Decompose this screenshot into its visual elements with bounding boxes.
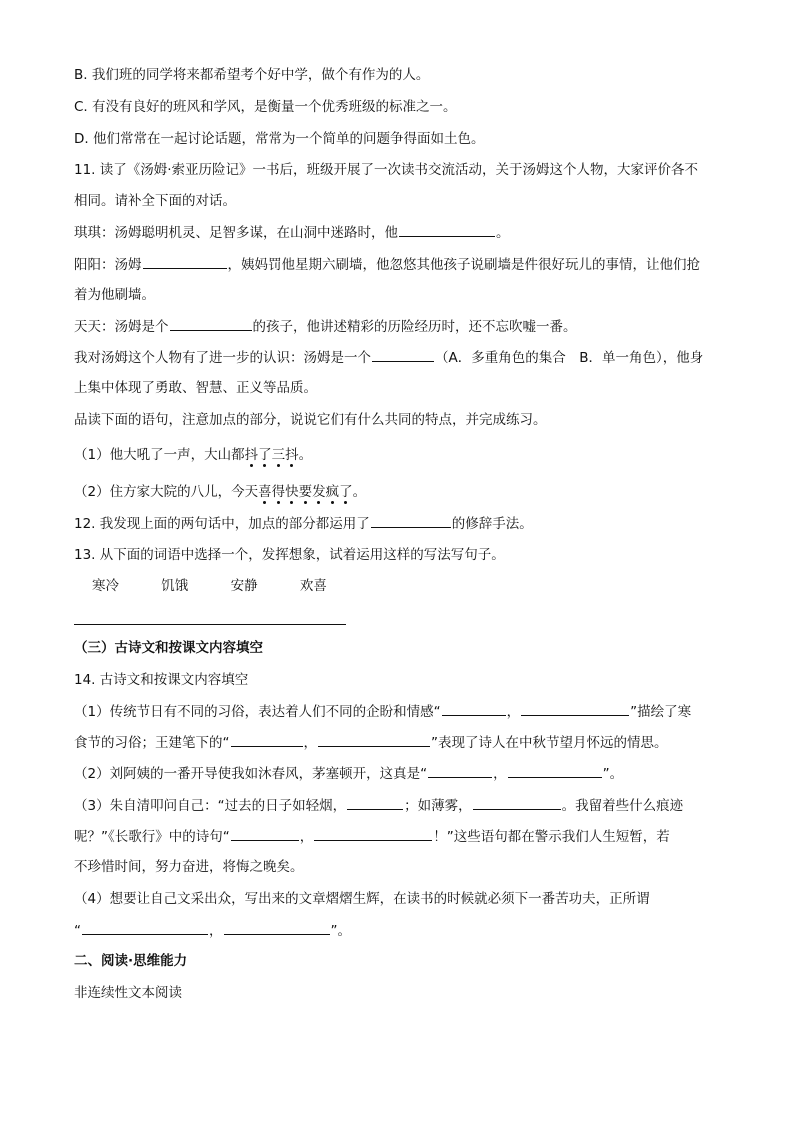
q11-me-options: （A．多重角色的集合 B．单一角色），他身 [435, 350, 704, 366]
q13-word-list [92, 576, 752, 596]
q11-blank-3[interactable] [170, 316, 252, 331]
q14-part-1-line2 [74, 732, 734, 753]
q11-juanjuan-text: 琪琪：汤姆聪明机灵、足智多谋，在山洞中迷路时，他 [74, 225, 398, 241]
q13-answer-line[interactable] [74, 624, 346, 625]
q11-me-text: 我对汤姆这个人物有了进一步的认识：汤姆是一个 [74, 350, 371, 366]
q14-p4-comma: ， [209, 923, 223, 939]
q14-p1-text: （1）传统节日有不同的习俗，表达着人们不同的企盼和情感“ [74, 704, 441, 720]
sentence-1-suffix: 。 [298, 447, 313, 463]
q12 [74, 513, 734, 534]
q11-blank-2[interactable] [143, 254, 227, 269]
emphasis-char: 三 [271, 447, 286, 463]
q14-p2-text: （2）刘阿姨的一番开导使我如沐春风，茅塞顿开，这真是“ [74, 766, 428, 782]
q11-tiantian [74, 316, 734, 337]
q14-blank-2[interactable] [521, 701, 629, 716]
q11-stem-line2: 相同。请补全下面的对话。 [74, 193, 236, 209]
q14-blank-10[interactable] [314, 826, 432, 841]
q14-p4-end: ”。 [330, 923, 351, 939]
q13-word-4: 欢喜 [299, 578, 327, 594]
sentence-1-dotted [245, 447, 299, 463]
q12-text: 12. 我发现上面的两句话中，加点的部分都运用了 [74, 516, 370, 532]
q11-blank-4[interactable] [372, 347, 434, 362]
part-2-subtitle: 非连续性文本阅读 [74, 985, 182, 1001]
q11-yangyang-text: 阳阳：汤姆 [74, 257, 142, 273]
emphasis-char: 疯 [325, 484, 340, 500]
q14-part-4-line2 [74, 920, 734, 941]
emphasis-char: 了 [339, 484, 353, 500]
q14-p3-end2: ！”这些语句都在警示我们人生短暂，若 [433, 829, 670, 845]
emphasis-char: 抖 [285, 447, 299, 463]
option-d: D. 他们常常在一起讨论话题，常常为一个简单的问题争得面如土色。 [74, 131, 485, 147]
q13-word-3: 安静 [230, 578, 258, 594]
q11-me-line2: 上集中体现了勇敢、智慧、正义等品质。 [74, 380, 317, 396]
q11-stem-line1: 11. 读了《汤姆·索亚历险记》一书后，班级开展了一次读书交流活动，关于汤姆这个人物，大家评价各不 [74, 162, 699, 178]
q14-blank-3[interactable] [231, 732, 303, 747]
q11-juanjuan [74, 222, 734, 243]
emphasis-char: 得 [271, 484, 286, 500]
q14-blank-8[interactable] [473, 795, 561, 810]
q14-blank-9[interactable] [231, 826, 299, 841]
q14-part-1 [74, 701, 734, 722]
q11-yangyang [74, 254, 734, 275]
q14-blank-1[interactable] [442, 701, 506, 716]
q14-p1-text2: 食节的习俗；王建笔下的“ [74, 735, 230, 751]
option-b: B. 我们班的同学将来都希望考个好中学，做个有作为的人。 [74, 67, 430, 83]
sentence-2-prefix: （2）住方家大院的八儿，今天 [74, 484, 259, 500]
q14-p1-comma2: ， [303, 735, 317, 751]
q11-yangyang-rest: ，姨妈罚他星期六刷墙，他忽悠其他孩子说刷墙是件很好玩儿的事情，让他们抢 [227, 257, 700, 273]
section-3-title: （三）古诗文和按课文内容填空 [74, 640, 263, 656]
emphasis-char: 发 [312, 484, 326, 500]
q14-p3-comma2: ， [299, 829, 314, 845]
q14-blank-11[interactable] [82, 920, 208, 935]
part-2-title: 二、阅读·思维能力 [74, 953, 188, 969]
q14-blank-6[interactable] [508, 763, 602, 778]
emphasis-char: 快 [285, 484, 299, 500]
q12-end: 的修辞手法。 [451, 516, 533, 532]
q14-blank-5[interactable] [428, 763, 492, 778]
q13-stem: 13. 从下面的词语中选择一个，发挥想象，试着运用这样的写法写句子。 [74, 547, 505, 563]
q14-blank-7[interactable] [347, 795, 403, 810]
q14-p4-open: “ [74, 923, 81, 939]
q14-part-4: （4）想要让自己文采出众，写出来的文章熠熠生辉，在读书的时候就必须下一番苦功夫，正所谓 [74, 891, 650, 907]
q14-p1-end: ”描绘了寒 [630, 704, 692, 720]
q14-p3-mid: ；如薄雾， [404, 798, 472, 814]
q11-juanjuan-end: 。 [496, 225, 510, 241]
q12-blank[interactable] [371, 513, 451, 528]
emphasis-char: 抖 [244, 447, 259, 463]
q11-tiantian-text: 天天：汤姆是个 [74, 319, 169, 335]
q14-p1-comma: ， [506, 704, 521, 720]
q14-part-3-line3: 不珍惜时间，努力奋进，将悔之晚矣。 [74, 859, 304, 875]
q13-word-1: 寒冷 [92, 578, 119, 594]
q14-part-2 [74, 763, 734, 784]
q14-p3-text: （3）朱自清叩问自己：“过去的日子如轻烟， [74, 798, 347, 814]
reading-sentence-1 [74, 445, 734, 465]
option-c: C. 有没有良好的班风和学风，是衡量一个优秀班级的标准之一。 [74, 99, 457, 115]
q11-tiantian-rest: 的孩子，他讲述精彩的历险经历时，还不忘吹嘘一番。 [252, 319, 577, 335]
q14-part-3 [74, 795, 734, 816]
reading-sentence-2 [74, 482, 734, 502]
q14-p1-end2: ”表现了诗人在中秋节望月怀远的情思。 [431, 735, 668, 751]
q14-p3-end: 。我留着些什么痕迹 [561, 798, 684, 814]
emphasis-char: 喜 [258, 484, 272, 500]
q11-me [74, 347, 734, 368]
q13-word-2: 饥饿 [161, 578, 189, 594]
sentence-1-prefix: （1）他大吼了一声，大山都 [74, 447, 245, 463]
q14-blank-12[interactable] [224, 920, 330, 935]
q14-p2-comma: ， [493, 766, 507, 782]
q14-part-3-line2 [74, 826, 734, 847]
sentence-2-dotted [258, 484, 353, 500]
reading-intro: 品读下面的语句，注意加点的部分，说说它们有什么共同的特点，并完成练习。 [74, 412, 547, 428]
q14-p2-end: ”。 [602, 766, 624, 782]
emphasis-char: 要 [298, 484, 313, 500]
q14-p3-text2: 呢？”《长歌行》中的诗句“ [74, 829, 230, 845]
q14-blank-4[interactable] [318, 732, 430, 747]
emphasis-char: 了 [258, 447, 272, 463]
q14-title: 14. 古诗文和按课文内容填空 [74, 672, 249, 688]
q11-blank-1[interactable] [399, 222, 495, 237]
q11-yangyang-line2: 着为他刷墙。 [74, 287, 155, 303]
sentence-2-suffix: 。 [352, 484, 367, 500]
